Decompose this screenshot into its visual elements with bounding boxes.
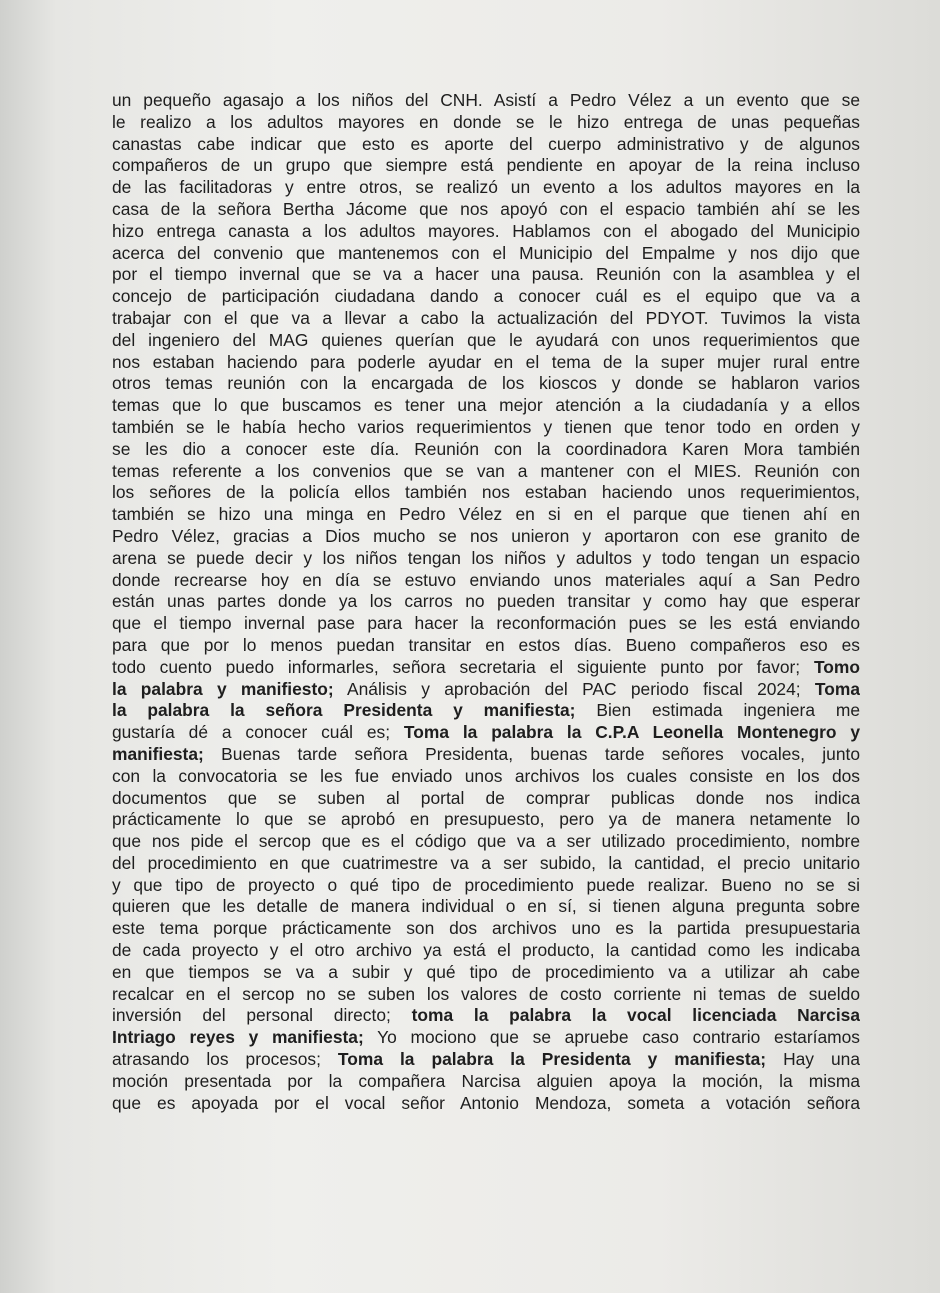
- text-line: [112, 984, 860, 1006]
- bold-text-segment: Toma: [814, 678, 860, 699]
- text-segment: acerca del convenio que mantenemos con el Municipio del Empalme y nos dijo que: [112, 242, 860, 263]
- text-segment: de las facilitadoras y entre otros, se realizó un evento a los adultos mayores en la: [112, 177, 860, 198]
- text-line: [112, 504, 860, 526]
- text-line: [112, 482, 860, 504]
- text-line: [112, 243, 860, 265]
- text-line: [112, 286, 860, 308]
- text-line: [112, 112, 860, 134]
- text-segment: Buenas tarde señora Presidenta, buenas tarde señores vocales, junto: [203, 743, 860, 764]
- text-segment: para que por lo menos puedan transitar en estos días. Bueno compañeros eso es: [112, 634, 860, 655]
- text-segment: moción presentada por la compañera Narcisa alguien apoya la moción, la misma: [112, 1070, 860, 1091]
- text-line: [112, 134, 860, 156]
- text-segment: atrasando los procesos;: [112, 1049, 338, 1070]
- text-segment: Yo mociono que se apruebe caso contrario estaríamos: [363, 1027, 860, 1048]
- text-line: [112, 700, 860, 722]
- text-segment: hizo entrega canasta a los adultos mayores. Hablamos con el abogado del Municipio: [112, 220, 860, 241]
- text-segment: donde recrearse hoy en día se estuvo enviando unos materiales aquí a San Pedro: [112, 569, 860, 590]
- text-line: [112, 1027, 860, 1049]
- text-line: [112, 461, 860, 483]
- text-line: [112, 744, 860, 766]
- text-segment: temas que lo que buscamos es tener una mejor atención a la ciudadanía y a ellos: [112, 395, 860, 416]
- text-line: [112, 221, 860, 243]
- text-segment: están unas partes donde ya los carros no pueden transitar y como hay que esperar: [112, 591, 860, 612]
- text-segment: Pedro Vélez, gracias a Dios mucho se nos unieron y aportaron con ese granito de: [112, 525, 860, 546]
- text-segment: prácticamente lo que se aprobó en presupuesto, pero ya de manera netamente lo: [112, 809, 860, 830]
- text-line: [112, 352, 860, 374]
- text-segment: gustaría dé a conocer cuál es;: [112, 722, 404, 743]
- text-segment: arena se puede decir y los niños tengan los niños y adultos y todo tengan un espacio: [112, 547, 860, 568]
- text-segment: temas referente a los convenios que se van a mantener con el MIES. Reunión con: [112, 460, 860, 481]
- text-line: [112, 831, 860, 853]
- text-line: [112, 918, 860, 940]
- text-segment: Hay una: [766, 1049, 860, 1070]
- text-line: [112, 722, 860, 744]
- text-line: [112, 940, 860, 962]
- text-segment: del procedimiento en que cuatrimestre va a ser subido, la cantidad, el precio unitario: [112, 852, 860, 873]
- text-line: [112, 1005, 860, 1027]
- text-line: [112, 90, 860, 112]
- text-line: [112, 155, 860, 177]
- text-segment: documentos que se suben al portal de comprar publicas donde nos indica: [112, 787, 860, 808]
- text-line: [112, 788, 860, 810]
- text-line: [112, 635, 860, 657]
- text-line: [112, 308, 860, 330]
- text-segment: recalcar en el sercop no se suben los valores de costo corriente ni temas de sueldo: [112, 983, 860, 1004]
- text-segment: inversión del personal directo;: [112, 1005, 412, 1026]
- text-line: [112, 526, 860, 548]
- text-line: [112, 548, 860, 570]
- text-segment: casa de la señora Bertha Jácome que nos apoyó con el espacio también ahí se les: [112, 198, 860, 219]
- text-segment: y que tipo de proyecto o qué tipo de procedimiento puede realizar. Bueno no se si: [112, 874, 860, 895]
- bold-text-segment: Toma la palabra la Presidenta y manifiesta;: [337, 1049, 767, 1070]
- text-segment: otros temas reunión con la encargada de los kioscos y donde se hablaron varios: [112, 373, 860, 394]
- text-segment: este tema porque prácticamente son dos archivos uno es la partida presupuestaria: [112, 918, 860, 939]
- text-segment: concejo de participación ciudadana dando a conocer cuál es el equipo que va a: [112, 286, 860, 307]
- bold-text-segment: Toma la palabra la C.P.A Leonella Montenegro y: [403, 722, 860, 743]
- text-line: [112, 177, 860, 199]
- text-segment: del ingeniero del MAG quienes querían que le ayudará con unos requerimientos que: [112, 329, 860, 350]
- text-segment: también se hizo una minga en Pedro Vélez en si en el parque que tienen ahí en: [112, 504, 860, 525]
- text-segment: que el tiempo invernal pase para hacer la reconformación pues se les está enviando: [112, 613, 860, 634]
- text-segment: se les dio a conocer este día. Reunión con la coordinadora Karen Mora también: [112, 438, 860, 459]
- text-segment: que nos pide el sercop que es el código que va a ser utilizado procedimiento, nombre: [112, 831, 860, 852]
- text-line: [112, 809, 860, 831]
- text-segment: con la convocatoria se les fue enviado unos archivos los cuales consiste en los dos: [112, 765, 860, 786]
- text-segment: le realizo a los adultos mayores en donde se le hizo entrega de unas pequeñas: [112, 111, 860, 132]
- text-line: [112, 395, 860, 417]
- text-segment: por el tiempo invernal que se va a hacer una pausa. Reunión con la asamblea y el: [112, 264, 860, 285]
- text-line: [112, 896, 860, 918]
- text-segment: un pequeño agasajo a los niños del CNH. Asistí a Pedro Vélez a un evento que se: [112, 90, 860, 110]
- bold-text-segment: Tomo: [813, 656, 860, 677]
- text-line: [112, 1093, 860, 1115]
- text-line: [112, 962, 860, 984]
- text-segment: también se le había hecho varios requerimientos y tienen que tenor todo en orden y: [112, 416, 860, 437]
- text-segment: los señores de la policía ellos también nos estaban haciendo unos requerimientos,: [112, 482, 860, 503]
- text-line: [112, 570, 860, 592]
- text-segment: canastas cabe indicar que esto es aporte del cuerpo administrativo y de algunos: [112, 133, 860, 154]
- bold-text-segment: la palabra y manifiesto;: [112, 678, 334, 699]
- text-line: [112, 1049, 860, 1071]
- text-line: [112, 657, 860, 679]
- text-line: [112, 199, 860, 221]
- text-line: [112, 439, 860, 461]
- text-line: [112, 1071, 860, 1093]
- text-line: [112, 373, 860, 395]
- bold-text-segment: Intriago reyes y manifiesta;: [112, 1027, 364, 1048]
- text-segment: quieren que les detalle de manera individual o en sí, si tienen alguna pregunta sobre: [112, 896, 860, 917]
- text-segment: en que tiempos se va a subir y qué tipo de procedimiento va a utilizar ah cabe: [112, 961, 860, 982]
- text-segment: compañeros de un grupo que siempre está pendiente en apoyar de la reina incluso: [112, 155, 860, 176]
- text-line: [112, 875, 860, 897]
- text-segment: Análisis y aprobación del PAC periodo fiscal 2024;: [333, 678, 815, 699]
- bold-text-segment: la palabra la señora Presidenta y manifiesta;: [112, 700, 576, 721]
- text-line: [112, 766, 860, 788]
- text-segment: Bien estimada ingeniera me: [575, 700, 860, 721]
- text-line: [112, 330, 860, 352]
- text-line: [112, 679, 860, 701]
- text-segment: todo cuento puedo informarles, señora secretaria el siguiente punto por favor;: [112, 656, 814, 677]
- text-line: [112, 591, 860, 613]
- text-line: [112, 264, 860, 286]
- text-segment: trabajar con el que va a llevar a cabo la actualización del PDYOT. Tuvimos la vista: [112, 307, 860, 328]
- text-segment: de cada proyecto y el otro archivo ya está el producto, la cantidad como les indicaba: [112, 940, 860, 961]
- text-segment: nos estaban haciendo para poderle ayudar en el tema de la super mujer rural entre: [112, 351, 860, 372]
- document-body-text: [112, 90, 860, 1114]
- text-line: [112, 853, 860, 875]
- text-line: [112, 417, 860, 439]
- bold-text-segment: manifiesta;: [112, 743, 204, 764]
- text-line: [112, 613, 860, 635]
- bold-text-segment: toma la palabra la vocal licenciada Narcisa: [411, 1005, 860, 1026]
- text-segment: que es apoyada por el vocal señor Antonio Mendoza, someta a votación señora: [112, 1092, 860, 1113]
